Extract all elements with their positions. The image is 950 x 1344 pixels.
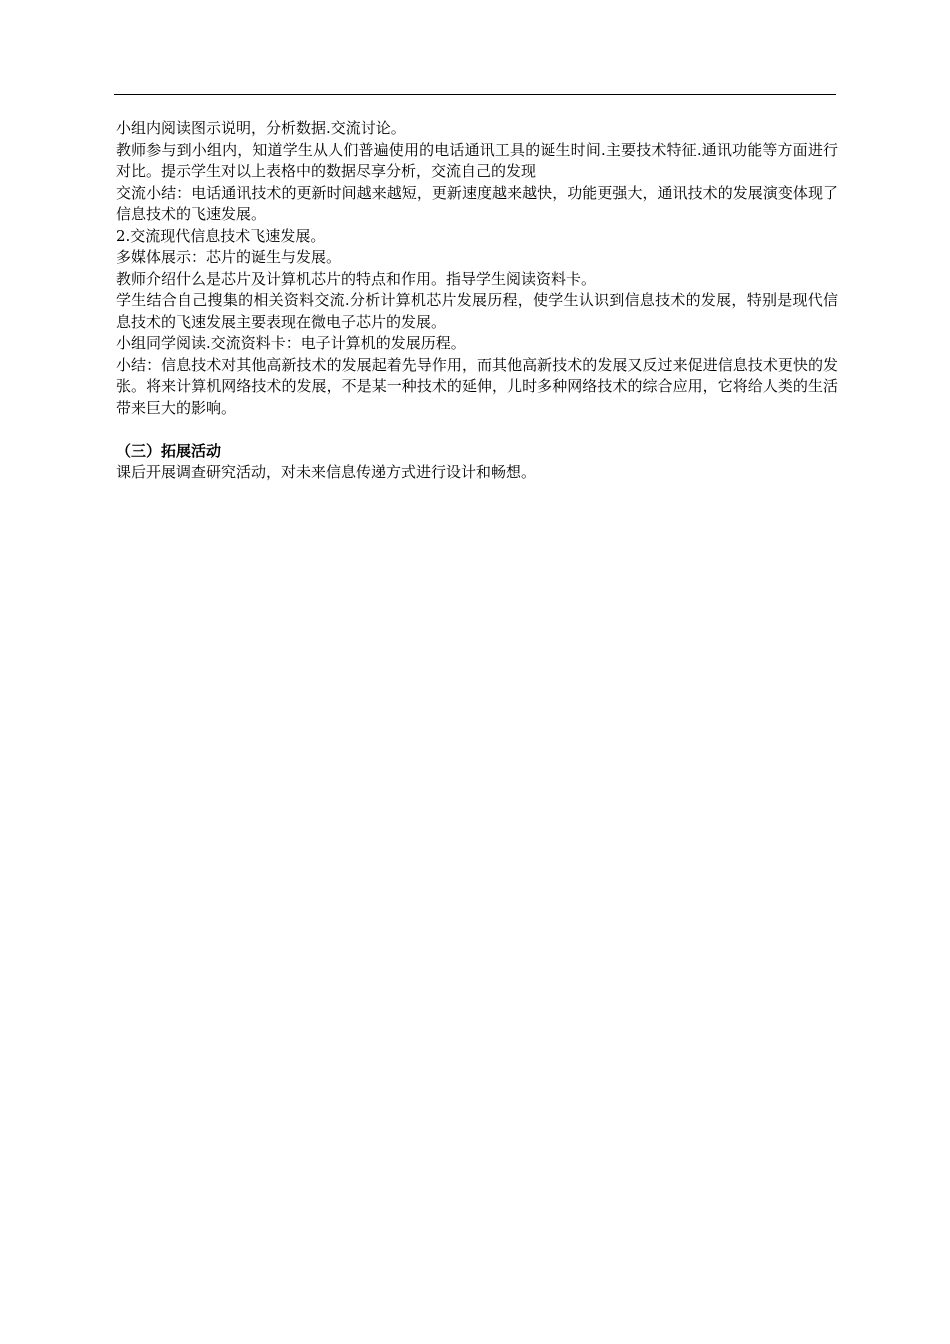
paragraph-exchange-summary: 交流小结：电话通讯技术的更新时间越来越短，更新速度越来越快，功能更强大，通讯技术的发展演变体现了信息技术的飞速发展。 xyxy=(116,183,838,223)
blank-line xyxy=(116,419,838,441)
paragraph-teacher-chip-intro: 教师介绍什么是芯片及计算机芯片的特点和作用。指导学生阅读资料卡。 xyxy=(116,269,597,288)
paragraph-after-class-activity: 课后开展调查研究活动，对未来信息传递方式进行设计和畅想。 xyxy=(116,463,537,481)
paragraph-group-reading: 小组内阅读图示说明，分析数据.交流讨论。 xyxy=(116,119,406,137)
paragraph-teacher-participation: 教师参与到小组内，知道学生从人们普遍使用的电话通讯工具的诞生时间.主要技术特征.通讯功能等方面进行对比。提示学生对以上表格中的数据尽享分析，交流自己的发现 xyxy=(116,140,838,180)
paragraph-multimedia-display: 多媒体展示：芯片的诞生与发展。 xyxy=(116,248,342,266)
paragraph-summary: 小结：信息技术对其他高新技术的发展起着先导作用，而其他高新技术的发展又反过来促进信息技术更快的发张。将来计算机网络技术的发展，不是某一种技术的延伸，儿时多种网络技术的综合应用，它将给人类的生活带来巨大的影响。 xyxy=(116,355,838,417)
section-heading-extension: （三）拓展活动 xyxy=(116,441,222,460)
paragraph-group-data-card: 小组同学阅读.交流资料卡：电子计算机的发展历程。 xyxy=(116,334,466,352)
paragraph-modern-it-heading: 2.交流现代信息技术飞速发展。 xyxy=(116,226,326,245)
document-body xyxy=(116,118,838,484)
paragraph-student-chip-analysis: 学生结合自己搜集的相关资料交流.分析计算机芯片发展历程，使学生认识到信息技术的发展，特别是现代信息技术的飞速发展主要表现在微电子芯片的发展。 xyxy=(116,291,838,331)
header-rule xyxy=(114,94,836,95)
